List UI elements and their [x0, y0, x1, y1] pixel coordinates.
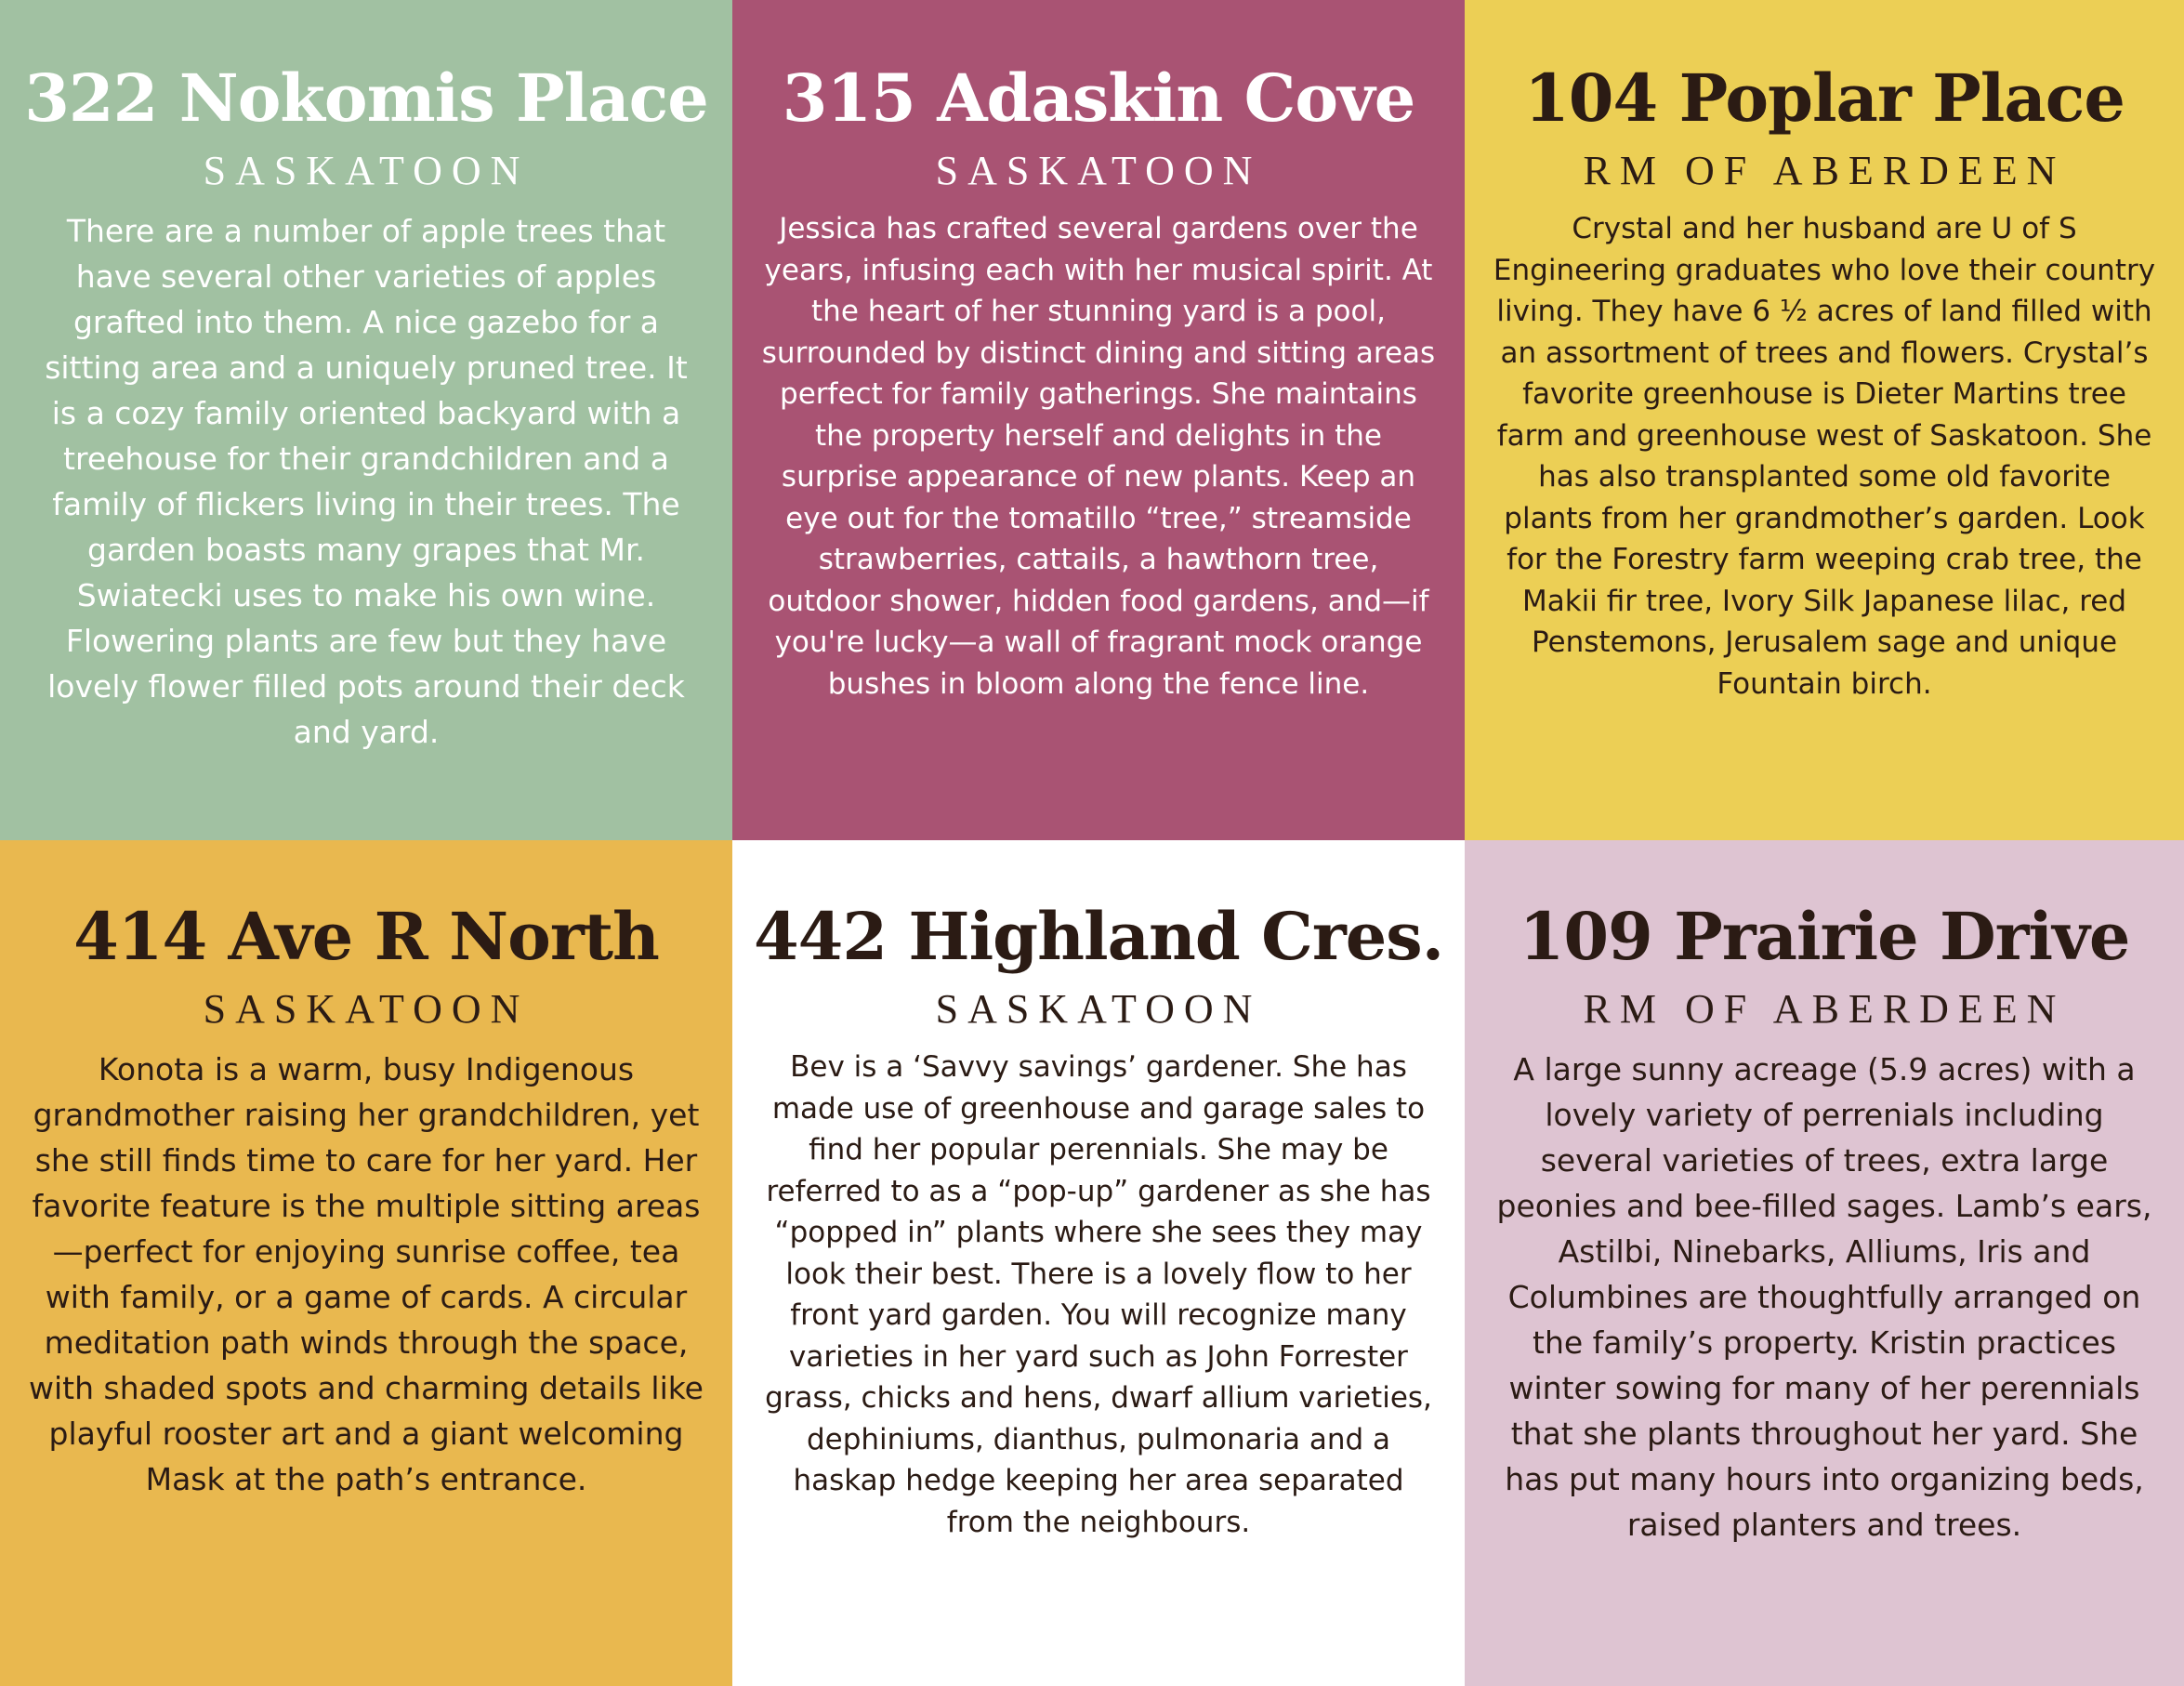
- garden-address: 315 Adaskin Cove: [782, 59, 1415, 137]
- garden-location: SASKATOON: [203, 148, 530, 193]
- garden-card-highland: [732, 840, 1465, 1686]
- garden-card-nokomis: [0, 0, 732, 840]
- garden-location: SASKATOON: [935, 986, 1262, 1032]
- garden-location: SASKATOON: [203, 986, 530, 1032]
- garden-card-prairie: [1465, 840, 2184, 1686]
- garden-description: Jessica has crafted several gardens over the years, infusing each with her musical spirit. At the heart of her stunning yard is a pool, surrounded by distinct dining and sitting areas perfect for family gatherings. She maintains the property herself and delights in the surprise appearance of new plants. Keep an eye out for the tomatillo “tree,” streamside strawberries, cattails, a hawthorn tree, outdoor shower, hidden food gardens, and—if you're lucky—a wall of fragrant mock orange bushes in bloom along the fence line.: [761, 212, 1436, 701]
- garden-card-adaskin: [732, 0, 1465, 840]
- garden-card-poplar: [1465, 0, 2184, 840]
- garden-address: 322 Nokomis Place: [24, 59, 708, 137]
- garden-address: 104 Poplar Place: [1524, 59, 2125, 137]
- garden-location: SASKATOON: [935, 148, 1262, 193]
- garden-description: Bev is a ‘Savvy savings’ gardener. She has made use of greenhouse and garage sales to find her popular perennials. She may be referred to as a “pop-up” gardener as she has “popped in” plants where she sees they may look their best. There is a lovely flow to her front yard garden. You will recognize many varieties in her yard such as John Forrester grass, chicks and hens, dwarf allium varieties, dephiniums, dianthus, pulmonaria and a haskap hedge keeping her area separated from the neighbours.: [765, 1050, 1432, 1539]
- garden-description: There are a number of apple trees that have several other varieties of apples grafted into them. A nice gazebo for a sitting area and a uniquely pruned tree. It is a cozy family oriented backyard with a treehouse for their grandchildren and a family of flickers living in their trees. The garden boasts many grapes that Mr. Swiatecki uses to make his own wine. Flowering plants are few but they have lovely flower filled pots around their deck and yard.: [45, 213, 688, 750]
- garden-card-ave-r: [0, 840, 732, 1686]
- garden-description: Konota is a warm, busy Indigenous grandmother raising her grandchildren, yet she still finds time to care for her yard. Her favorite feature is the multiple sitting areas—perfect for enjoying sunrise coffee, tea with family, or a game of cards. A circular meditation path winds through the space, with shaded spots and charming details like playful rooster art and a giant welcoming Mask at the path’s entrance.: [29, 1051, 704, 1497]
- garden-address: 109 Prairie Drive: [1519, 898, 2130, 975]
- garden-location: RM OF ABERDEEN: [1583, 148, 2066, 193]
- garden-description: A large sunny acreage (5.9 acres) with a lovely variety of perrenials including several varieties of trees, extra large peonies and bee-filled sages. Lamb’s ears, Astilbi, Ninebarks, Alliums, Iris and Columbines are thoughtfully arranged on the family’s property. Kristin practices winter sowing for many of her perennials that she plants throughout her yard. She has put many hours into organizing beds, raised planters and trees.: [1496, 1051, 2152, 1543]
- garden-address: 414 Ave R North: [73, 898, 659, 975]
- garden-description: Crystal and her husband are U of S Engineering graduates who love their country living. They have 6 ½ acres of land filled with an assortment of trees and flowers. Crystal’s favorite greenhouse is Dieter Martins tree farm and greenhouse west of Saskatoon. She has also transplanted some old favorite plants from her grandmother’s garden. Look for the Forestry farm weeping crab tree, the Makii fir tree, Ivory Silk Japanese lilac, red Penstemons, Jerusalem sage and unique Fountain birch.: [1493, 212, 2156, 701]
- garden-location: RM OF ABERDEEN: [1583, 986, 2066, 1032]
- garden-address: 442 Highland Cres.: [753, 898, 1444, 975]
